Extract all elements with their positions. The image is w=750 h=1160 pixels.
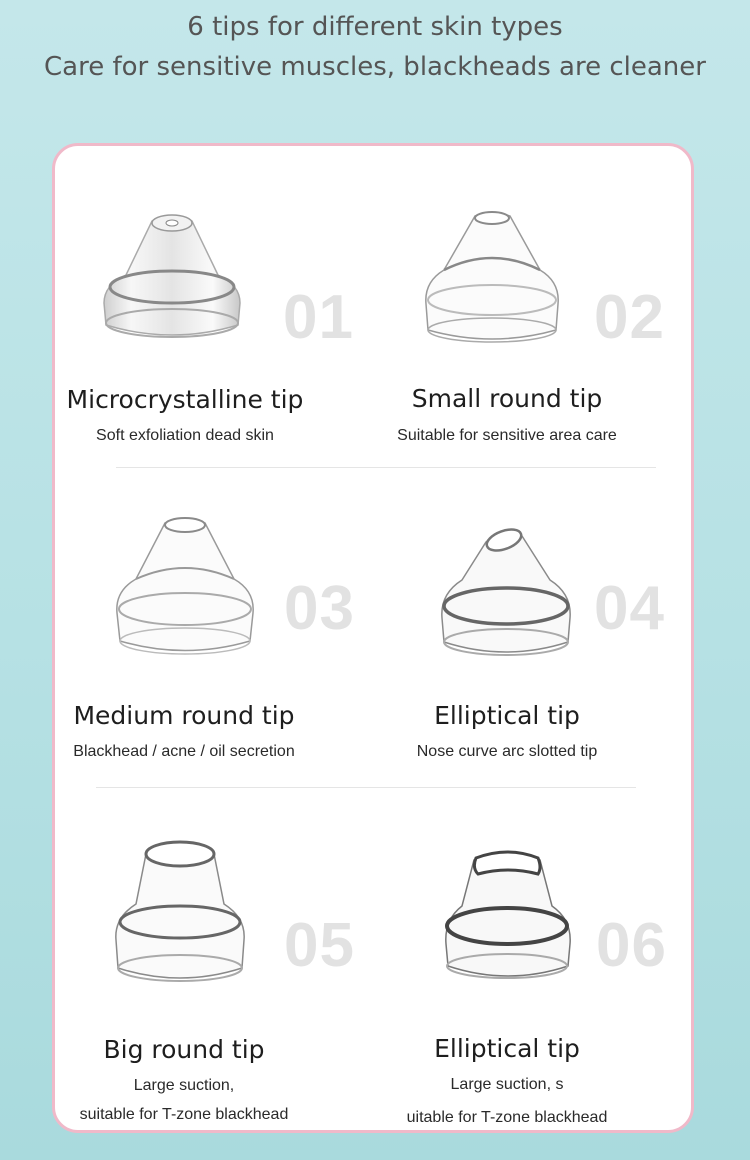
tip-name-06: Elliptical tip — [434, 1034, 580, 1063]
header-title: 6 tips for different skin types — [187, 12, 563, 42]
divider — [96, 787, 636, 788]
divider — [116, 467, 656, 468]
tip-name-03: Medium round tip — [73, 701, 295, 730]
elliptical-tip-image — [436, 522, 576, 662]
tip-name-04: Elliptical tip — [434, 701, 580, 730]
microcrystalline-tip-image — [100, 205, 245, 345]
tip-number-02: 02 — [594, 283, 665, 352]
tip-desc-05-line1: Large suction, — [133, 1077, 235, 1094]
tip-number-04: 04 — [594, 574, 665, 643]
tip-number-03: 03 — [284, 574, 355, 643]
tip-desc-02: Suitable for sensitive area care — [397, 427, 617, 444]
tip-number-05: 05 — [284, 911, 355, 980]
big-round-tip-image — [110, 840, 250, 990]
tip-desc-01: Soft exfoliation dead skin — [96, 427, 274, 444]
tip-desc-04: Nose curve arc slotted tip — [416, 743, 598, 760]
tip-number-01: 01 — [283, 283, 354, 352]
tip-name-05: Big round tip — [103, 1035, 265, 1064]
medium-round-tip-image — [110, 515, 260, 660]
tip-name-02: Small round tip — [411, 384, 603, 413]
tip-number-06: 06 — [596, 911, 667, 980]
small-round-tip-image — [420, 208, 565, 348]
header-subtitle: Care for sensitive muscles, blackheads are cleaner — [44, 52, 706, 82]
elliptical-large-tip-image — [440, 848, 575, 988]
tip-desc-05-line2: suitable for T-zone blackhead — [79, 1106, 289, 1123]
tip-desc-03: Blackhead / acne / oil secretion — [73, 743, 295, 760]
tip-desc-06-line2: uitable for T-zone blackhead — [406, 1109, 608, 1126]
tip-name-01: Microcrystalline tip — [66, 385, 304, 414]
tip-desc-06-line1: Large suction, s — [450, 1076, 564, 1093]
